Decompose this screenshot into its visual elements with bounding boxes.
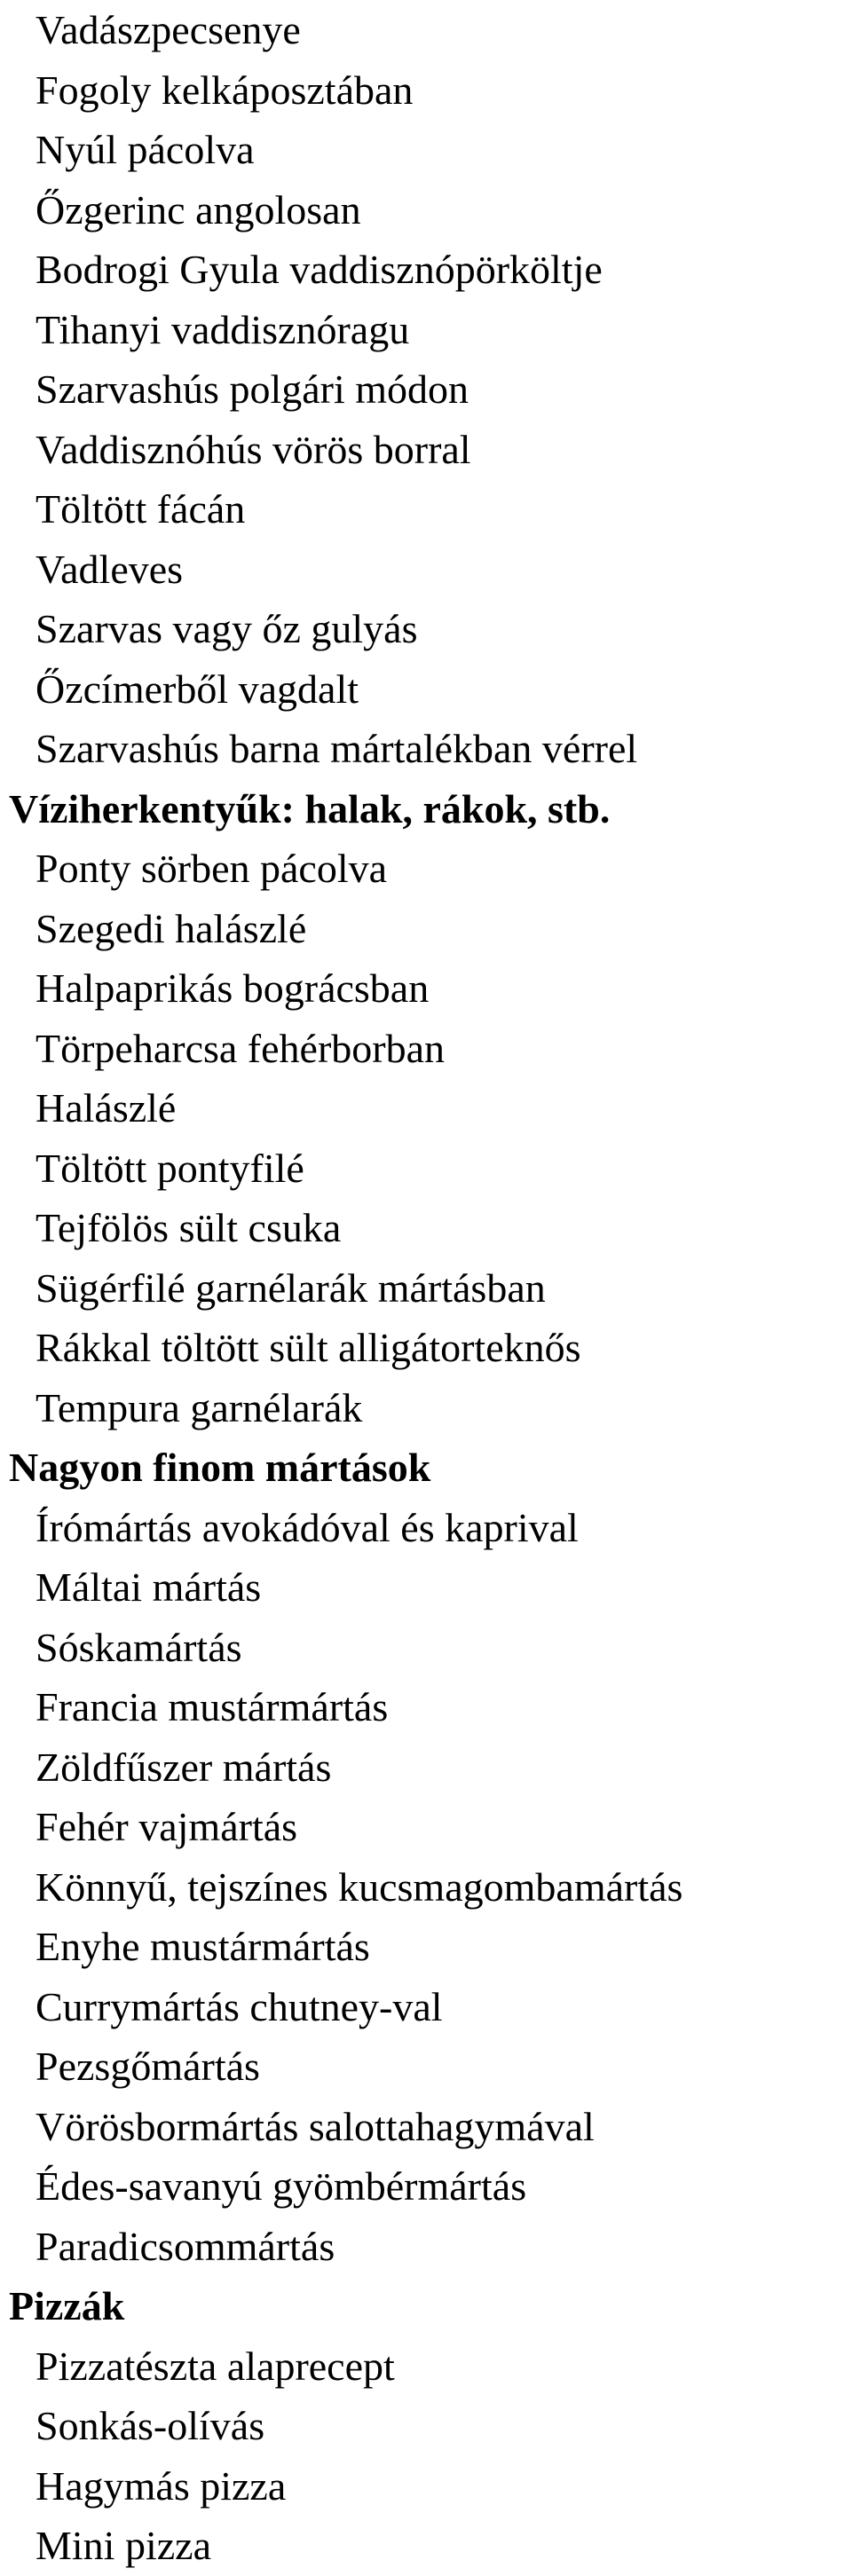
recipe-item: Vadleves (36, 546, 184, 592)
recipe-item: Fogoly kelkáposztában (36, 67, 414, 113)
recipe-item: Paradicsommártás (36, 2223, 335, 2269)
recipe-item: Zöldfűszer mártás (36, 1744, 332, 1790)
recipe-item: Bodrogi Gyula vaddisznópörköltje (36, 247, 603, 292)
recipe-item: Pizzatészta alaprecept (36, 2343, 395, 2389)
recipe-item: Szarvashús barna mártalékban vérrel (36, 726, 638, 771)
recipe-item: Vörösbormártás salottahagymával (36, 2103, 595, 2149)
recipe-item: Sóskamártás (36, 1624, 242, 1670)
recipe-item: Sonkás-olívás (36, 2403, 265, 2448)
recipe-item: Vadászpecsenye (36, 7, 301, 52)
recipe-item: Halászlé (36, 1085, 177, 1130)
recipe-item: Máltai mártás (36, 1564, 262, 1610)
recipe-item: Töltött pontyfilé (36, 1145, 304, 1191)
recipe-item: Édes-savanyú gyömbérmártás (36, 2163, 527, 2209)
recipe-item: Pezsgőmártás (36, 2044, 260, 2089)
recipe-item: Hagymás pizza (36, 2462, 287, 2509)
recipe-item: Francia mustármártás (36, 1684, 389, 1729)
recipe-item: Tejfölös sült csuka (36, 1205, 342, 1250)
recipe-item: Töltött fácán (36, 486, 246, 532)
recipe-item: Vaddisznóhús vörös borral (36, 426, 471, 472)
recipe-item: Halpaprikás bográcsban (36, 965, 430, 1011)
recipe-item: Írómártás avokádóval és kaprival (36, 1504, 579, 1550)
recipe-item: Currymártás chutney-val (36, 1983, 443, 2029)
recipe-item: Enyhe mustármártás (36, 1924, 370, 1969)
recipe-item: Szarvashús polgári módon (36, 366, 469, 412)
recipe-item: Mini pizza (36, 2523, 211, 2568)
recipe-item: Könnyű, tejszínes kucsmagombamártás (36, 1863, 683, 1910)
recipe-item: Fehér vajmártás (36, 1804, 298, 1849)
recipe-item: Tempura garnélarák (36, 1384, 363, 1430)
recipe-item: Őzcímerből vagdalt (36, 666, 359, 712)
section-heading: Nagyon finom mártások (9, 1445, 431, 1490)
recipe-item: Szarvas vagy őz gulyás (36, 606, 418, 651)
recipe-item: Rákkal töltött sült alligátorteknős (36, 1325, 581, 1370)
recipe-item: Sügérfilé garnélarák mártásban (36, 1264, 546, 1311)
section-heading: Víziherkentyűk: halak, rákok, stb. (9, 785, 611, 831)
recipe-item: Ponty sörben pácolva (36, 846, 388, 891)
recipe-item: Nyúl pácolva (36, 127, 255, 172)
recipe-item: Tihanyi vaddisznóragu (36, 306, 410, 352)
recipe-item: Szegedi halászlé (36, 905, 307, 951)
recipe-item: Őzgerinc angolosan (36, 186, 361, 232)
section-heading: Pizzák (9, 2283, 125, 2328)
recipe-item: Törpeharcsa fehérborban (36, 1025, 446, 1071)
